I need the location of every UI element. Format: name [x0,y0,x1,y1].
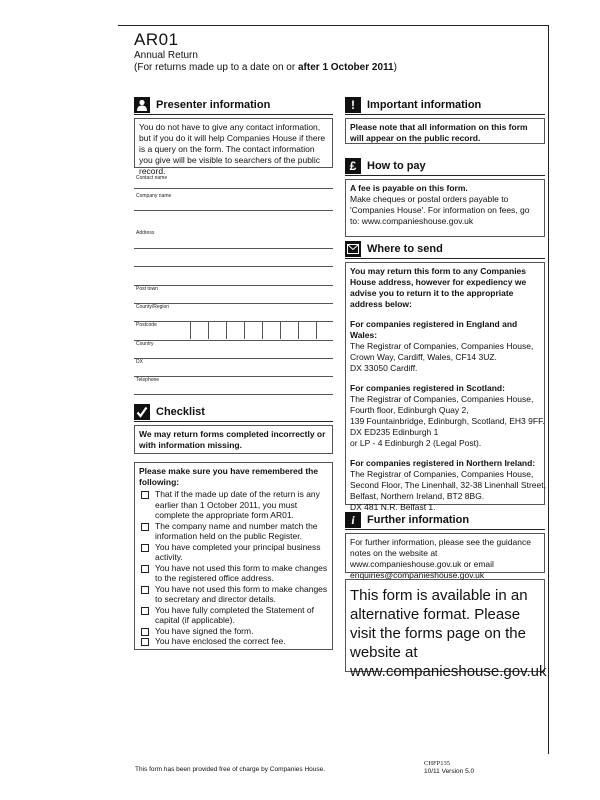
important-section [345,96,545,144]
checkmark-icon [134,404,150,420]
england-line: Crown Way, Cardiff, Wales, CF14 3UZ. [350,352,497,362]
address-field-1[interactable]: Address [134,229,333,249]
checklist-item[interactable]: You have signed the form. [139,626,328,637]
alt-format-text: This form is available in an alternative format. Please visit the forms page on the website at www.companieshouse.gov.uk [350,587,547,680]
footer-left: This form has been provided free of charge by Companies House. [135,766,326,773]
presenter-title: Presenter information [156,99,271,111]
footer-version: 10/11 Version 5.0 [424,768,475,775]
envelope-icon [345,241,361,257]
scotland-line: or LP - 4 Edinburgh 2 (Legal Post). [350,438,482,448]
presenter-section [134,96,333,176]
alt-format-box [345,579,547,680]
where-to-send-section [345,240,546,512]
pound-icon: £ [345,158,361,174]
checklist-section [134,403,333,650]
checkbox[interactable] [141,544,149,552]
scotland-line: Fourth floor, Edinburgh Quay 2, [350,405,469,415]
further-title: Further information [367,514,470,526]
checklist-item[interactable]: You have not used this form to make changes to the registered office address. [139,563,328,584]
checklist-title-bar [134,403,333,422]
checkbox[interactable] [141,638,149,646]
postcode-box[interactable] [316,322,334,339]
england-line: DX 33050 Cardiff. [350,363,418,373]
important-title-bar [345,96,545,115]
postcode-box[interactable] [244,322,262,339]
dx-field[interactable]: DX [134,358,333,377]
checkbox[interactable] [141,607,149,615]
ni-line: DX 481 N.R. Belfast 1. [350,502,436,512]
ni-line: Belfast, Northern Ireland, BT2 8BG. [350,491,485,501]
post-town-field[interactable]: Post town [134,285,333,304]
info-icon: i [345,512,361,528]
pay-box [345,179,545,237]
checklist-box [134,462,333,650]
presenter-intro: You do not have to give any contact information, but if you do it will help Companies House if there is a query on the form. The contact information you give will be visible to searchers of the public record. [134,118,333,168]
scotland-line: The Registrar of Companies, Companies House, [350,394,534,404]
pay-title: How to pay [367,160,426,172]
send-intro: You may return this form to any Companies House address, however for expediency we advise you to return it to the appropriate address below: [350,266,527,309]
how-to-pay-section [345,157,545,237]
england-line: The Registrar of Companies, Companies House, [350,341,534,351]
postcode-box[interactable] [208,322,226,339]
scotland-heading: For companies registered in Scotland: [350,383,505,393]
ni-line: Second Floor, The Linenhall, 32-38 Linenhall Street, [350,480,546,490]
postcode-box[interactable] [262,322,280,339]
address-field-2[interactable] [134,248,333,267]
telephone-field[interactable]: Telephone [134,376,333,395]
scotland-line: 139 Fountainbridge, Edinburgh, Scotland, EH3 9FF. [350,416,545,426]
checklist-item[interactable]: That if the made up date of the return is any earlier than 1 October 2011, you must complete the appropriate form AR01. [139,489,328,521]
checkbox[interactable] [141,491,149,499]
important-title: Important information [367,99,482,111]
ni-heading: For companies registered in Northern Ireland: [350,458,536,468]
postcode-box[interactable] [298,322,316,339]
postcode-box[interactable] [226,322,244,339]
pay-title-bar [345,157,545,176]
checklist-item[interactable]: You have completed your principal business activity. [139,542,328,563]
further-title-bar [345,511,545,530]
scotland-line: DX ED235 Edinburgh 1 [350,427,439,437]
postcode-field[interactable]: Postcode [134,321,333,341]
footer-right [424,760,474,776]
form-header [134,30,397,74]
pay-text: Make cheques or postal orders payable to 'Companies House'. For information on fees, go to: www.companieshouse.gov.uk [350,194,530,226]
checkbox[interactable] [141,565,149,573]
send-title: Where to send [367,243,443,255]
contact-name-field[interactable]: Contact name [134,174,333,189]
country-field[interactable]: Country [134,340,333,359]
checklist-title: Checklist [156,406,205,418]
address-field-3[interactable] [134,266,333,286]
checklist-item[interactable]: You have enclosed the correct fee. [139,636,328,647]
checklist-item[interactable]: You have not used this form to make changes to secretary and director details. [139,584,328,605]
send-box [345,262,546,512]
checkbox[interactable] [141,586,149,594]
checklist-item[interactable]: The company name and number match the information held on the public Register. [139,521,328,542]
exclamation-icon: ! [345,97,361,113]
checklist-warning: We may return forms completed incorrectly or with information missing. [134,425,333,454]
postcode-box[interactable] [280,322,298,339]
footer-code: CHFP135 [424,760,451,767]
further-info-section [345,511,547,680]
form-title: Annual Return [134,50,198,61]
england-heading: For companies registered in England and Wales: [350,319,518,340]
send-title-bar [345,240,545,259]
checklist-item[interactable]: You have fully completed the Statement of capital (if applicable). [139,605,328,626]
form-subtitle: (For returns made up to a date on or after 1 October 2011) [134,62,397,73]
checkbox[interactable] [141,523,149,531]
ni-line: The Registrar of Companies, Companies House, [350,469,534,479]
form-code: AR01 [134,30,179,49]
checkbox[interactable] [141,628,149,636]
important-text: Please note that all information on this form will appear on the public record. [345,118,545,144]
presenter-title-bar [134,96,333,115]
further-text: For further information, please see the guidance notes on the website at www.companieshouse.gov.uk or email enquiries@companieshouse.gov.uk [345,533,545,573]
county-field[interactable]: County/Region [134,303,333,322]
pay-fee: A fee is payable on this form. [350,183,468,193]
checklist-remember: Please make sure you have remembered the following: [139,466,319,487]
postcode-box[interactable] [190,322,208,339]
person-icon [134,97,150,113]
company-name-field[interactable]: Company name [134,192,333,211]
